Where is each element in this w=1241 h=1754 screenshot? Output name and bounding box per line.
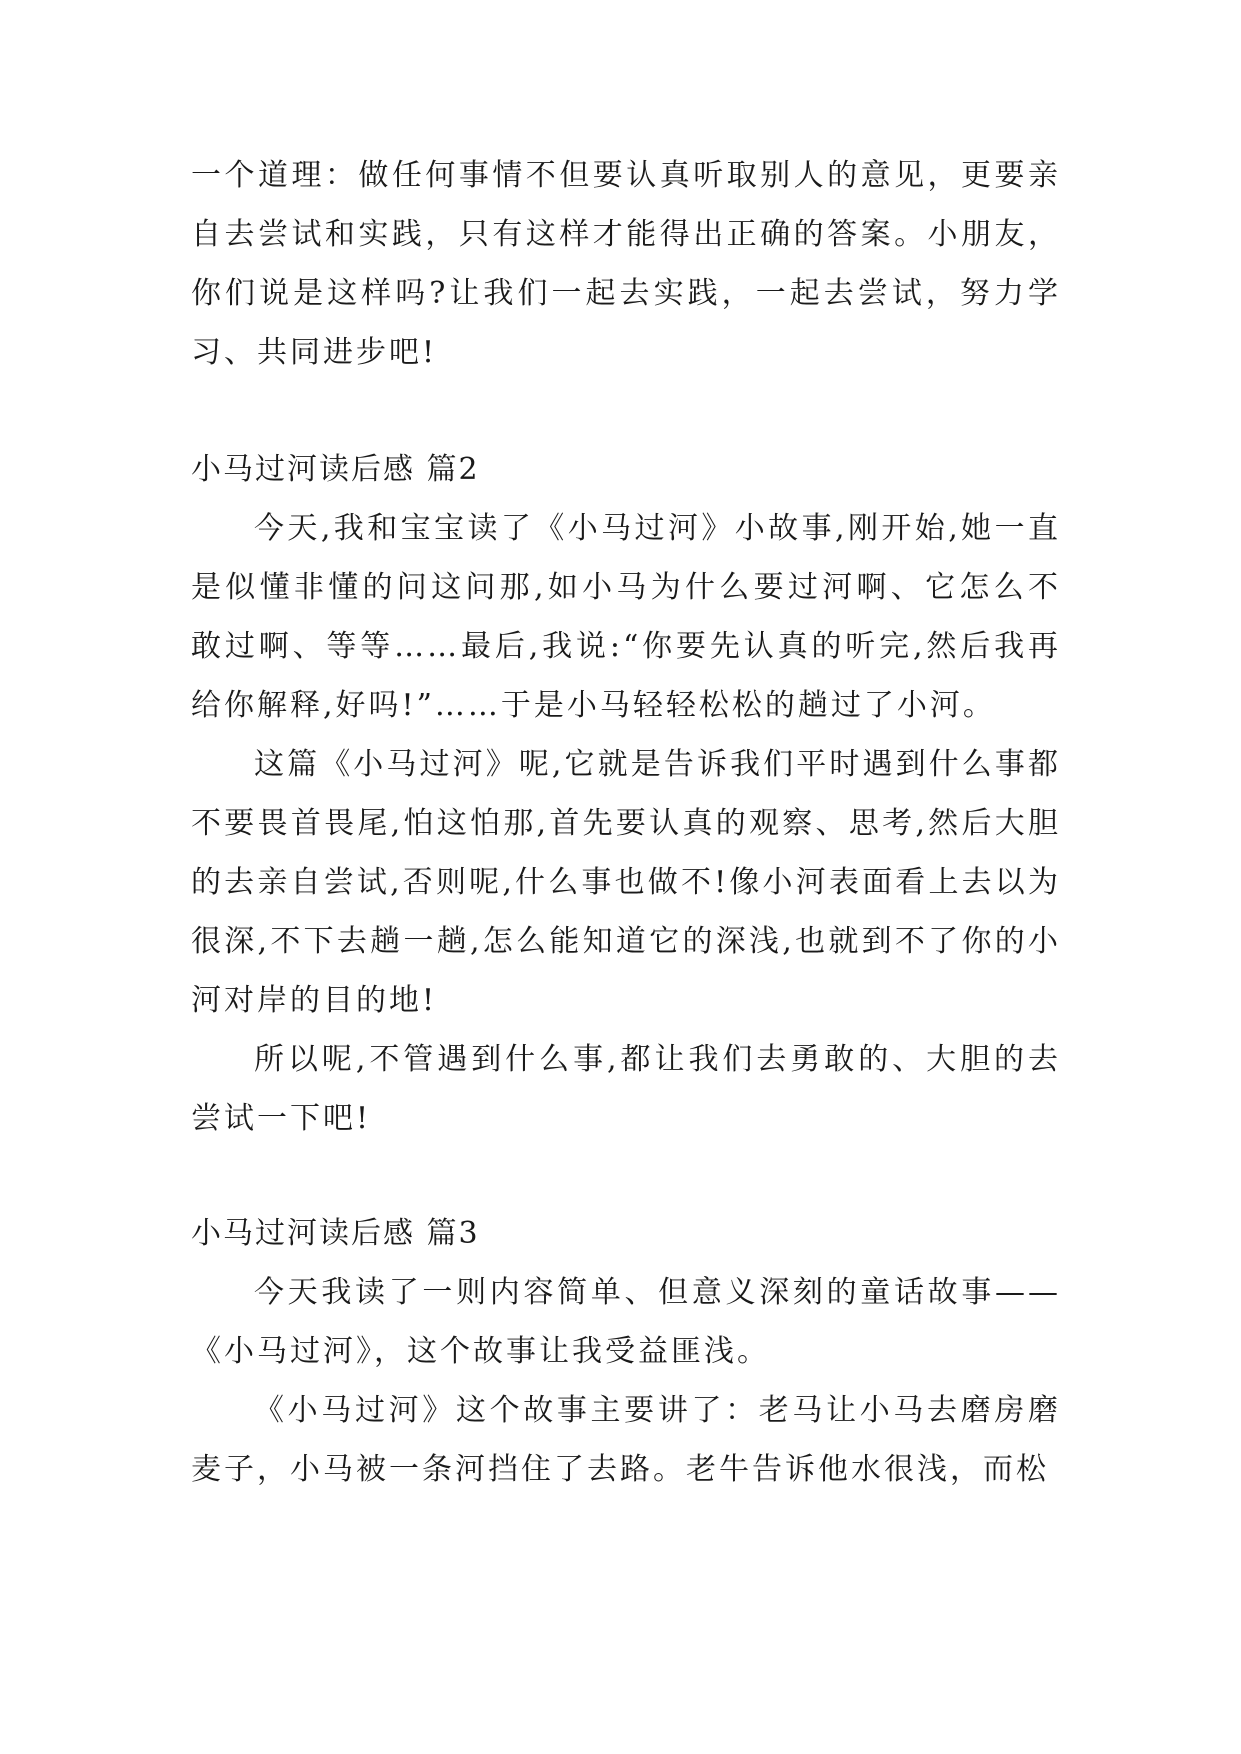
- document-page: [191, 146, 1061, 1499]
- section-3-paragraph-1: 今天我读了一则内容简单、但意义深刻的童话故事——《小马过河》，这个故事让我受益匪浅。: [191, 1275, 1061, 1369]
- section-2-paragraph-2: 这篇《小马过河》呢,它就是告诉我们平时遇到什么事都不要畏首畏尾,怕这怕那,首先要认真的观察、思考,然后大胆的去亲自尝试,否则呢,什么事也做不!像小河表面看上去以为很深,不下去趟一趟,怎么能知道它的深浅,也就到不了你的小河对岸的目的地!: [191, 747, 1061, 1018]
- intro-paragraph: 一个道理：做任何事情不但要认真听取别人的意见，更要亲自去尝试和实践，只有这样才能得出正确的答案。小朋友，你们说是这样吗?让我们一起去实践，一起去尝试，努力学习、共同进步吧!: [191, 158, 1061, 370]
- section-2: [191, 440, 1061, 1148]
- section-spacer: [191, 1148, 1061, 1204]
- section-3-paragraph-2: 《小马过河》这个故事主要讲了：老马让小马去磨房磨麦子，小马被一条河挡住了去路。老牛告诉他水很浅，而松: [191, 1393, 1061, 1487]
- section-2-title: 小马过河读后感 篇2: [191, 452, 480, 487]
- section-3-title: 小马过河读后感 篇3: [191, 1216, 480, 1251]
- section-3: [191, 1204, 1061, 1499]
- section-2-paragraph-3: 所以呢,不管遇到什么事,都让我们去勇敢的、大胆的去尝试一下吧!: [191, 1042, 1061, 1136]
- section-2-paragraph-1: 今天,我和宝宝读了《小马过河》小故事,刚开始,她一直是似懂非懂的问这问那,如小马为什么要过河啊、它怎么不敢过啊、等等……最后,我说:“你要先认真的听完,然后我再给你解释,好吗!”……于是小马轻轻松松的趟过了小河。: [191, 511, 1061, 723]
- section-spacer: [191, 382, 1061, 440]
